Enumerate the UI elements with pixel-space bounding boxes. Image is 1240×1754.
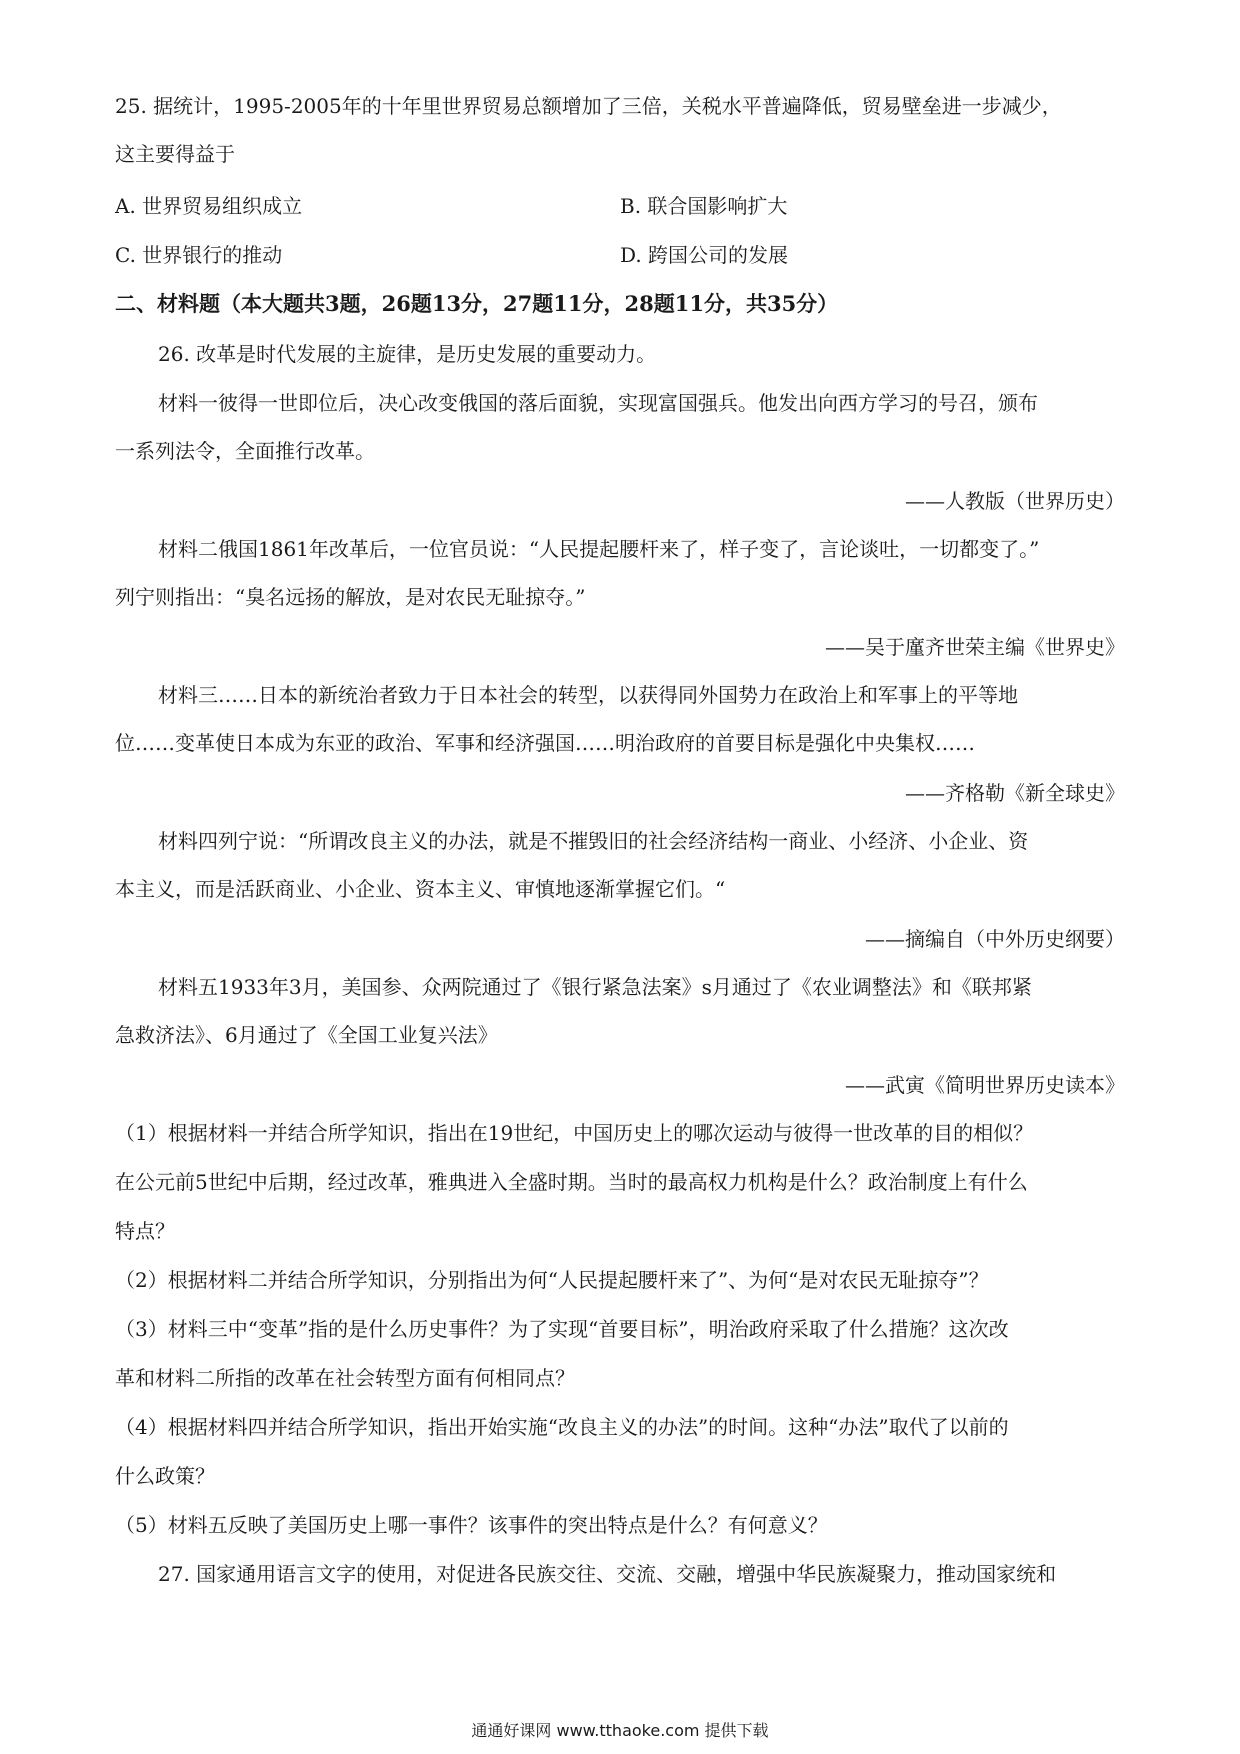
- q26-intro: 26. 改革是时代发展的主旋律，是历史发展的重要动力。: [158, 342, 657, 366]
- q26-material1-line2: 一系列法令，全面推行改革。: [115, 439, 375, 463]
- q26-material4-line2: 本主义，而是活跃商业、小企业、资本主义、审慎地逐渐掌握它们。“: [115, 877, 726, 901]
- q27-stem-line1: 27. 国家通用语言文字的使用，对促进各民族交往、交流、交融，增强中华民族凝聚力，推动国家统和: [158, 1562, 1057, 1586]
- q26-material4-source: ——摘编自（中外历史纲要）: [865, 927, 1125, 951]
- q25-option-a: A. 世界贸易组织成立: [115, 194, 303, 218]
- q26-material3-source: ——齐格勒《新全球史》: [905, 781, 1125, 805]
- q26-subquestion3-line1: （3）材料三中“变革”指的是什么历史事件？为了实现“首要目标”，明治政府采取了什么措施？这次改: [115, 1317, 1009, 1341]
- q25-stem-line1: 25. 据统计，1995-2005年的十年里世界贸易总额增加了三倍，关税水平普遍降低，贸易壁垒进一步减少，: [115, 94, 1062, 118]
- q26-subquestion4-line1: （4）根据材料四并结合所学知识，指出开始实施“改良主义的办法”的时间。这种“办法”取代了以前的: [115, 1415, 1009, 1439]
- q26-subquestion1-line2: 在公元前5世纪中后期，经过改革，雅典进入全盛时期。当时的最高权力机构是什么？政治制度上有什么: [115, 1170, 1028, 1194]
- section2-heading: 二、材料题（本大题共3题，26题13分，27题11分，28题11分，共35分）: [115, 291, 839, 316]
- q25-option-d: D. 跨国公司的发展: [620, 243, 789, 267]
- q25-option-c: C. 世界银行的推动: [115, 243, 283, 267]
- page-footer: 通通好课网 www.tthaoke.com 提供下载: [471, 1721, 769, 1740]
- q26-subquestion2: （2）根据材料二并结合所学知识，分别指出为何“人民提起腰杆来了”、为何“是对农民无耻掠夺”？: [115, 1268, 989, 1292]
- q26-material1-line1: 材料一彼得一世即位后，决心改变俄国的落后面貌，实现富国强兵。他发出向西方学习的号召，颁布: [158, 391, 1038, 415]
- q26-material3-line1: 材料三……日本的新统治者致力于日本社会的转型，以获得同外国势力在政治上和军事上的平等地: [158, 683, 1018, 707]
- q26-subquestion1-line1: （1）根据材料一并结合所学知识，指出在19世纪，中国历史上的哪次运动与彼得一世改革的目的相似？: [115, 1121, 1034, 1145]
- q25-stem-line2: 这主要得益于: [115, 142, 235, 166]
- q26-material3-line2: 位……变革使日本成为东亚的政治、军事和经济强国……明治政府的首要目标是强化中央集权……: [115, 731, 975, 755]
- q26-material1-source: ——人教版（世界历史）: [905, 489, 1125, 513]
- q26-subquestion4-line2: 什么政策？: [115, 1464, 215, 1488]
- q26-subquestion1-line3: 特点？: [115, 1219, 175, 1243]
- q26-material5-source: ——武寅《简明世界历史读本》: [845, 1073, 1125, 1097]
- q26-subquestion3-line2: 革和材料二所指的改革在社会转型方面有何相同点？: [115, 1366, 575, 1390]
- q26-material2-line2: 列宁则指出：“臭名远扬的解放，是对农民无耻掠夺。”: [115, 585, 586, 609]
- q26-material4-line1: 材料四列宁说：“所谓改良主义的办法，就是不摧毁旧的社会经济结构一商业、小经济、小企业、资: [158, 829, 1029, 853]
- q26-material2-source: ——吴于廑齐世荣主编《世界史》: [825, 635, 1125, 659]
- q26-material5-line2: 急救济法》、6月通过了《全国工业复兴法》: [115, 1023, 498, 1047]
- q26-subquestion5: （5）材料五反映了美国历史上哪一事件？该事件的突出特点是什么？有何意义？: [115, 1513, 828, 1537]
- q26-material2-line1: 材料二俄国1861年改革后，一位官员说：“人民提起腰杆来了，样子变了，言论谈吐，一切都变了。”: [158, 537, 1040, 561]
- q26-material5-line1: 材料五1933年3月，美国参、众两院通过了《银行紧急法案》s月通过了《农业调整法》和《联邦紧: [158, 975, 1032, 999]
- q25-option-b: B. 联合国影响扩大: [620, 194, 788, 218]
